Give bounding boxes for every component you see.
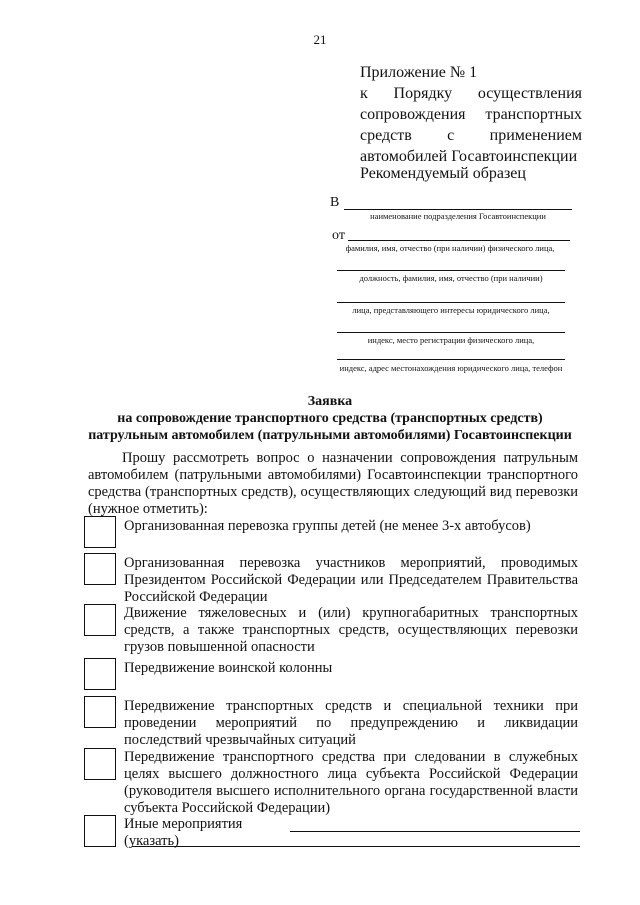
from-field[interactable] xyxy=(348,240,570,241)
sample-label: Рекомендуемый образец xyxy=(360,165,526,182)
appendix-line-2: к Порядку осуществления xyxy=(360,85,582,102)
document-subtitle-2: патрульным автомобилем (патрульными автомобилями) Госавтоинспекции xyxy=(88,428,572,443)
from-block xyxy=(330,226,580,256)
appendix-title: Приложение № 1 xyxy=(360,64,478,81)
to-block xyxy=(330,193,580,223)
index-caption: индекс, место регистрации физического лица, xyxy=(367,335,535,345)
option-military-column: Передвижение воинской колонны xyxy=(124,660,333,676)
option-children-transport: Организованная перевозка группы детей (не менее 3-х автобусов) xyxy=(124,518,531,534)
other-events-field-line-2[interactable] xyxy=(132,846,580,847)
appendix-line-4: средств с применением xyxy=(360,127,582,144)
appendix-line-3: сопровождения транспортных xyxy=(360,106,582,123)
checkbox-emergency[interactable] xyxy=(84,696,116,728)
checkbox-other-events[interactable] xyxy=(84,815,116,847)
option-emergency: Передвижение транспортных средств и специальной техники при проведении мероприятий по предупреждению и ликвидации последствий чрезвычайных ситуаций xyxy=(124,698,578,748)
index-field[interactable] xyxy=(337,332,565,333)
representative-field[interactable] xyxy=(337,302,565,303)
to-field[interactable] xyxy=(344,209,572,210)
from-prefix: от xyxy=(332,228,345,243)
to-prefix: В xyxy=(330,195,340,210)
document-title: Заявка xyxy=(307,394,353,409)
from-caption: фамилия, имя, отчество (при наличии) физического лица, xyxy=(345,243,555,253)
representative-caption: лица, представляющего интересы юридического лица, xyxy=(352,305,550,315)
option-heavy-vehicles: Движение тяжеловесных и (или) крупногабаритных транспортных средств, а также транспортных средств, осуществляющих перевозки грузов повышенной опасности xyxy=(124,605,578,655)
checkbox-official-travel[interactable] xyxy=(84,748,116,780)
checkbox-children-transport[interactable] xyxy=(84,516,116,548)
checkbox-military-column[interactable] xyxy=(84,658,116,690)
checkbox-president-event[interactable] xyxy=(84,553,116,585)
position-field[interactable] xyxy=(337,270,565,271)
to-caption: наименование подразделения Госавтоинспекции xyxy=(370,211,546,221)
other-events-field[interactable] xyxy=(290,831,580,832)
document-subtitle-1: на сопровождение транспортного средства (транспортных средств) xyxy=(117,411,543,426)
option-other-events: Иные мероприятия (указать) xyxy=(124,816,243,849)
checkbox-heavy-vehicles[interactable] xyxy=(84,604,116,636)
page-number: 21 xyxy=(313,32,327,47)
option-president-event: Организованная перевозка участников мероприятий, проводимых Президентом Российской Федерации или Председателем Правительства Российской Федерации xyxy=(124,555,578,605)
legal-caption: индекс, адрес местонахождения юридического лица, телефон xyxy=(339,363,563,373)
document-heading xyxy=(80,393,580,444)
appendix-line-5: автомобилей Госавтоинспекции xyxy=(360,148,578,165)
legal-field[interactable] xyxy=(337,359,565,360)
option-official-travel: Передвижение транспортного средства при следовании в служебных целях высшего должностного лица субъекта Российской Федерации (руководителя высшего исполнительного органа государственной власти субъекта Российской Федерации) xyxy=(124,749,578,816)
position-caption: должность, фамилия, имя, отчество (при наличии) xyxy=(359,273,543,283)
appendix-header xyxy=(360,62,582,167)
intro-paragraph: Прошу рассмотреть вопрос о назначении сопровождения патрульным автомобилем (патрульными автомобилями) Госавтоинспекции транспортного средства (транспортных средств), осуществляющих следующий вид перевозки (нужное отметить): xyxy=(88,450,578,517)
